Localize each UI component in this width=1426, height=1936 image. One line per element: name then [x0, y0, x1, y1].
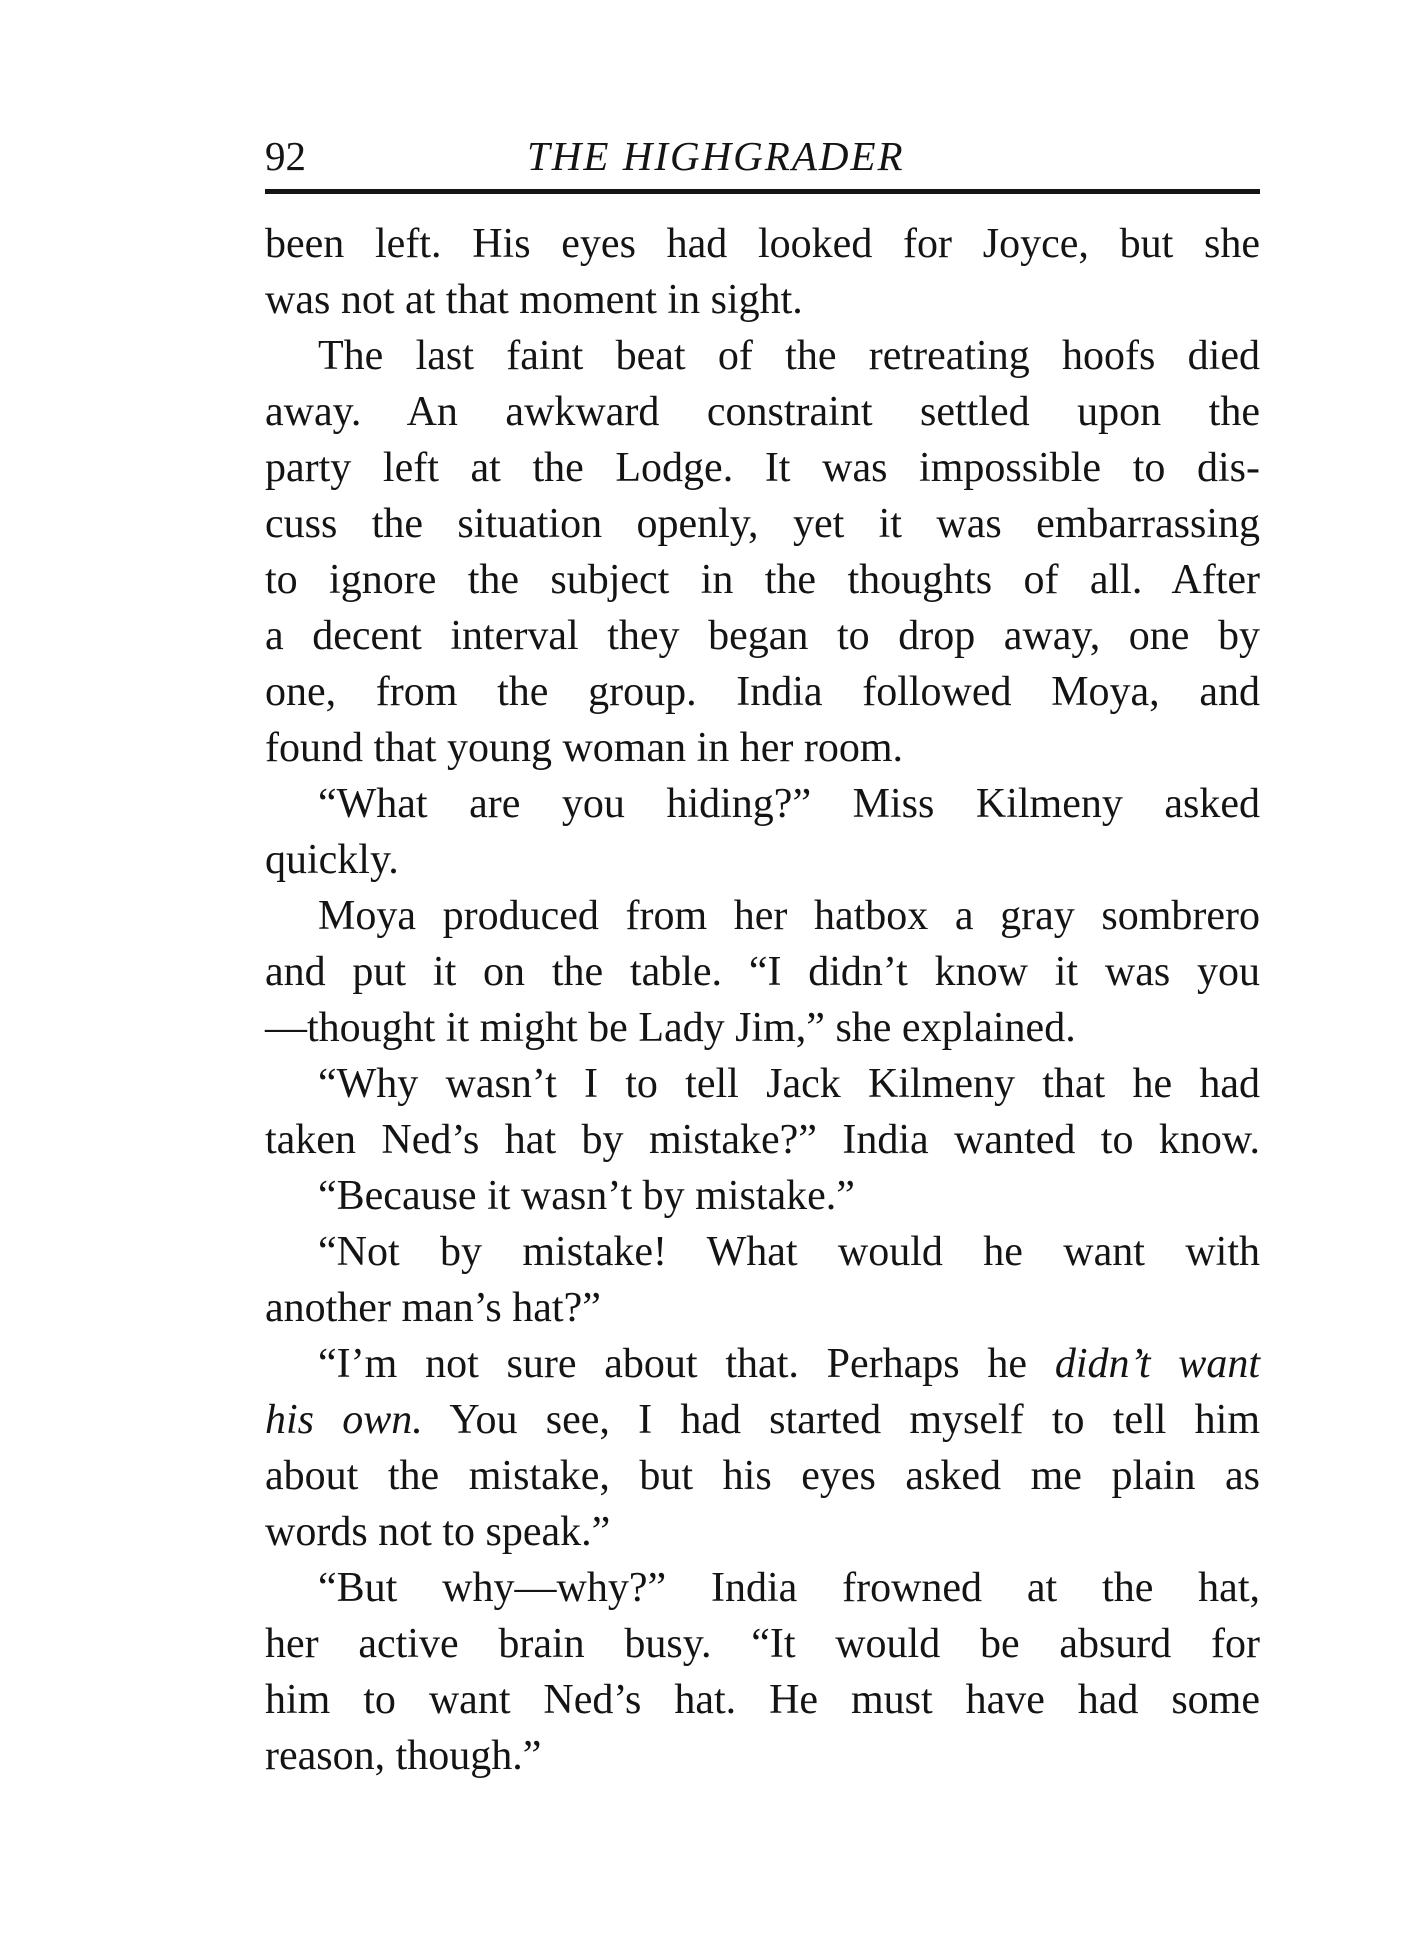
text-line: her active brain busy. “It would be absurd for	[265, 1621, 1260, 1667]
paragraph	[265, 216, 1260, 328]
paragraph	[265, 888, 1260, 1056]
italic-text: didn’t want	[1054, 1341, 1260, 1387]
paragraph	[265, 1224, 1260, 1336]
italic-text: his own.	[265, 1397, 423, 1443]
paragraph	[265, 1168, 1260, 1224]
text-line: “Not by mistake! What would he want with	[318, 1229, 1260, 1275]
text-line: another man’s hat?”	[265, 1285, 601, 1331]
text-line: quickly.	[265, 837, 399, 883]
paragraph	[265, 1336, 1260, 1560]
text-line: Moya produced from her hatbox a gray sombrero	[318, 893, 1260, 939]
text-line	[265, 1392, 1260, 1448]
paragraph	[265, 1056, 1260, 1168]
text-run: You see, I had started myself to tell him	[422, 1397, 1260, 1443]
page-number: 92	[265, 133, 306, 179]
text-line	[265, 1336, 1260, 1392]
text-line: The last faint beat of the retreating hoofs died	[318, 333, 1260, 379]
paragraph	[265, 776, 1260, 888]
text-line: taken Ned’s hat by mistake?” India wanted to know.	[265, 1117, 1260, 1163]
text-line: one, from the group. India followed Moya, and	[265, 669, 1260, 715]
page-header	[265, 128, 1260, 184]
text-line: “But why—why?” India frowned at the hat,	[318, 1565, 1260, 1611]
running-title: THE HIGHGRADER	[527, 133, 905, 179]
text-line: and put it on the table. “I didn’t know it was you	[265, 949, 1260, 995]
text-line: party left at the Lodge. It was impossible to dis-	[265, 445, 1260, 491]
text-line: away. An awkward constraint settled upon the	[265, 389, 1260, 435]
text-line: was not at that moment in sight.	[265, 277, 803, 323]
text-line: a decent interval they began to drop away, one by	[265, 613, 1260, 659]
text-line: about the mistake, but his eyes asked me plain as	[265, 1453, 1260, 1499]
text-line: “What are you hiding?” Miss Kilmeny asked	[318, 781, 1260, 827]
text-line: “Because it wasn’t by mistake.”	[318, 1173, 855, 1219]
text-line: “Why wasn’t I to tell Jack Kilmeny that he had	[318, 1061, 1260, 1107]
paragraph	[265, 328, 1260, 776]
paragraph	[265, 1560, 1260, 1784]
text-line: cuss the situation openly, yet it was embarrassing	[265, 501, 1260, 547]
text-line: been left. His eyes had looked for Joyce, but she	[265, 221, 1260, 267]
header-rule	[265, 189, 1260, 194]
body-text	[265, 216, 1260, 1784]
text-line: words not to speak.”	[265, 1509, 611, 1555]
text-line: —thought it might be Lady Jim,” she explained.	[265, 1005, 1076, 1051]
text-line: to ignore the subject in the thoughts of all. After	[265, 557, 1260, 603]
text-line: reason, though.”	[265, 1733, 542, 1779]
text-line: found that young woman in her room.	[265, 725, 904, 771]
text-line: him to want Ned’s hat. He must have had some	[265, 1677, 1260, 1723]
text-run: “I’m not sure about that. Perhaps he	[318, 1341, 1055, 1387]
